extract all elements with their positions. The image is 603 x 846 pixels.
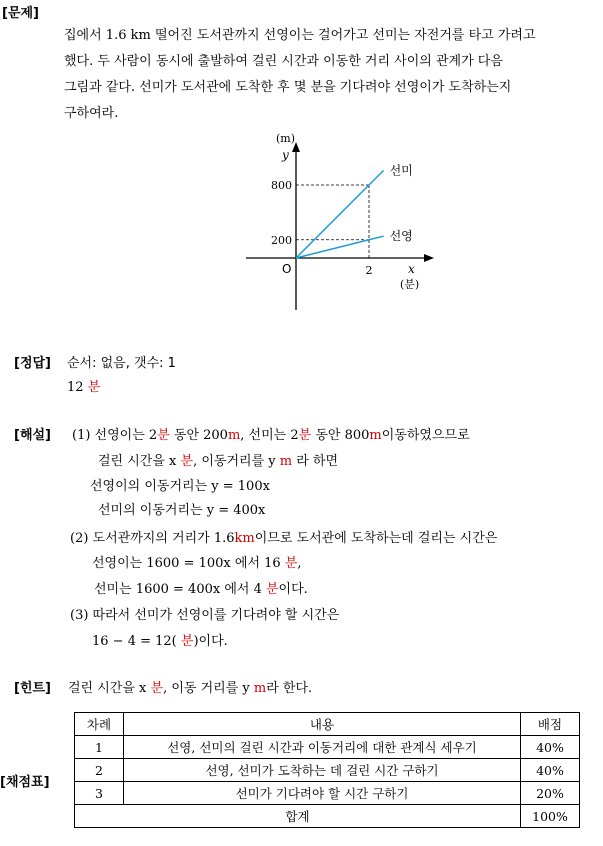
row-content: 선영, 선미의 걸린 시간과 이동거리에 대한 관계식 세우기 xyxy=(124,736,521,759)
total-value: 100% xyxy=(521,805,580,828)
problem-tag: [문제] xyxy=(2,6,39,21)
table-row xyxy=(75,782,580,805)
total-label: 합계 xyxy=(75,805,521,828)
scoring-tag: [채점표] xyxy=(0,775,50,790)
solution-eq-seonmi: 선미의 이동거리는 y = 400x xyxy=(98,503,266,518)
scoring-table xyxy=(74,712,580,828)
answer-tag: [정답] xyxy=(14,356,51,371)
solution-step-1-variables: 걸린 시간을 x 분, 이동거리를 y m 라 하면 xyxy=(98,454,339,469)
y-unit-label: (m) xyxy=(276,132,296,145)
series-label-1: 선미 xyxy=(389,163,413,178)
origin-label: O xyxy=(282,262,292,276)
header-content: 내용 xyxy=(124,713,521,736)
hint-text: 걸린 시간을 x 분, 이동 거리를 y m라 한다. xyxy=(68,681,313,696)
header-order: 차례 xyxy=(75,713,124,736)
problem-line-2: 했다. 두 사람이 동시에 출발하여 걸린 시간과 이동한 거리 사이의 관계가 다음 xyxy=(64,54,503,69)
x-unit-label: (분) xyxy=(400,278,420,291)
x-tick-label-2: 2 xyxy=(365,264,373,277)
solution-step-3-result: 16 − 4 = 12( 분)이다. xyxy=(92,634,228,649)
row-order: 1 xyxy=(75,736,124,759)
row-points: 40% xyxy=(521,736,580,759)
table-header-row xyxy=(75,713,580,736)
table-row xyxy=(75,736,580,759)
row-content: 선영, 선미가 도착하는 데 걸린 시간 구하기 xyxy=(124,759,521,782)
row-points: 20% xyxy=(521,782,580,805)
x-axis-arrow xyxy=(424,254,434,262)
header-points: 배점 xyxy=(521,713,580,736)
problem-line-4: 구하여라. xyxy=(64,106,119,121)
answer-unit: 분 xyxy=(87,380,101,395)
solution-tag: [해설] xyxy=(14,428,51,443)
y-axis-label: y xyxy=(282,148,289,162)
problem-line-3: 그림과 같다. 선미가 도서관에 도착한 후 몇 분을 기다려야 선영이가 도착하는지 xyxy=(64,80,512,95)
solution-step-2: (2) 도서관까지의 거리가 1.6km이므로 도서관에 도착하는데 걸리는 시간은 xyxy=(70,531,498,546)
answer-meta: 순서: 없음, 갯수: 1 xyxy=(67,356,176,371)
row-order: 3 xyxy=(75,782,124,805)
problem-line-1: 집에서 1.6 km 떨어진 도서관까지 선영이는 걸어가고 선미는 자전거를 타고 가려고 xyxy=(64,28,536,43)
hint-tag: [힌트] xyxy=(14,681,51,696)
answer-value: 12 분 xyxy=(67,380,101,395)
distance-time-graph xyxy=(246,130,436,312)
y-tick-label-200: 200 xyxy=(271,233,292,247)
row-points: 40% xyxy=(521,759,580,782)
solution-step-2-seonyoung: 선영이는 1600 = 100x 에서 16 분, xyxy=(92,556,302,571)
solution-step-1: (1) 선영이는 2분 동안 200m, 선미는 2분 동안 800m이동하였으므로 xyxy=(72,428,470,443)
solution-step-2-seonmi: 선미는 1600 = 400x 에서 4 분이다. xyxy=(94,582,308,597)
x-axis-label: x xyxy=(408,262,415,276)
row-order: 2 xyxy=(75,759,124,782)
series-line-1 xyxy=(296,170,384,258)
y-tick-label-800: 800 xyxy=(271,179,292,192)
table-row xyxy=(75,759,580,782)
solution-eq-seonyoung: 선영이의 이동거리는 y = 100x xyxy=(90,479,270,494)
table-total-row xyxy=(75,805,580,828)
series-label-2: 선영 xyxy=(389,229,413,244)
series-line-2 xyxy=(296,236,384,258)
solution-step-3: (3) 따라서 선미가 선영이를 기다려야 할 시간은 xyxy=(70,608,340,623)
row-content: 선미가 기다려야 할 시간 구하기 xyxy=(124,782,521,805)
